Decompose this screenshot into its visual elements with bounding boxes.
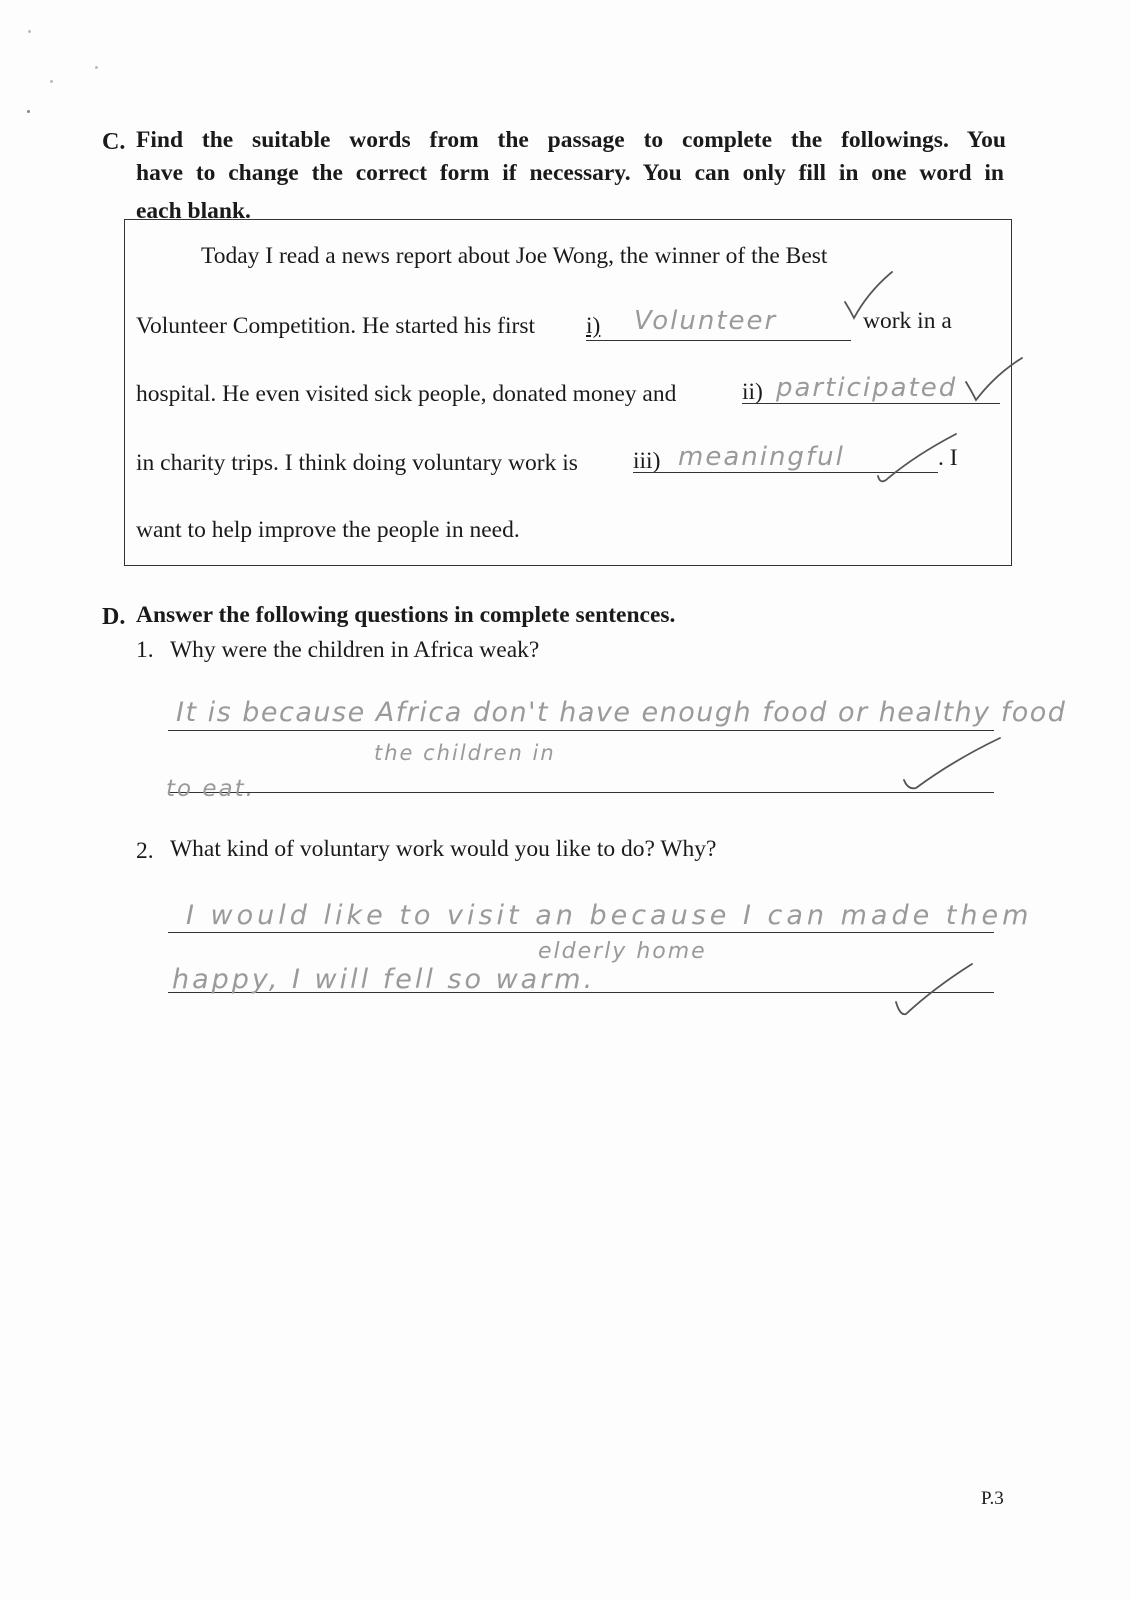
section-c-instruction-line-1: Find the suitable words from the passage to complete the followings. You <box>136 127 1006 153</box>
passage-line-2-start: Volunteer Competition. He started his first <box>136 313 536 339</box>
section-c-letter: C. <box>102 129 126 155</box>
blank-3-answer: meaningful <box>678 442 845 472</box>
answer-2-text-1: I would like to visit an because I can made them <box>186 900 1033 931</box>
passage-line-2-end: work in a <box>863 308 952 334</box>
check-mark-icon <box>870 428 960 488</box>
blank-2-label: ii) <box>742 379 763 405</box>
answer-1-insertion: the children in <box>374 741 556 765</box>
check-mark-icon <box>898 736 1008 796</box>
section-d-letter: D. <box>102 604 126 630</box>
blank-3-label: iii) <box>633 448 661 474</box>
question-2-number: 2. <box>136 838 154 864</box>
blank-1-label: i) <box>586 313 601 339</box>
answer-2-line-1 <box>168 932 994 933</box>
passage-line-4-end: . I <box>938 445 958 471</box>
answer-1-text-2: to eat. <box>166 776 255 802</box>
passage-line-5: want to help improve the people in need. <box>136 517 520 543</box>
passage-line-1: Today I read a news report about Joe Wong, the winner of the Best <box>201 243 828 269</box>
answer-2-text-2: happy, I will fell so warm. <box>172 964 596 995</box>
answer-1-text-1: It is because Africa don't have enough food or healthy food <box>176 697 1067 728</box>
blank-1-line <box>586 340 851 341</box>
blank-2-answer: participated <box>776 373 958 403</box>
check-mark-icon <box>840 268 900 328</box>
page-number: P.3 <box>981 1488 1004 1509</box>
check-mark-icon <box>960 356 1030 406</box>
section-c-instruction-line-2: have to change the correct form if necessary. You can only fill in one word in <box>136 160 1004 186</box>
passage-line-4-start: in charity trips. I think doing voluntary work is <box>136 450 578 476</box>
question-2-text: What kind of voluntary work would you like to do? Why? <box>170 836 717 862</box>
section-d-instruction: Answer the following questions in complete sentences. <box>136 602 676 628</box>
answer-2-insertion: elderly home <box>538 939 707 964</box>
answer-1-line-2 <box>168 792 994 793</box>
passage-line-3-start: hospital. He even visited sick people, donated money and <box>136 381 677 407</box>
section-c-instruction-line-3: each blank. <box>136 198 251 224</box>
answer-1-line-1 <box>168 730 994 731</box>
blank-1-answer: Volunteer <box>634 306 778 336</box>
check-mark-icon <box>890 962 980 1022</box>
question-1-text: Why were the children in Africa weak? <box>170 637 540 663</box>
question-1-number: 1. <box>136 637 154 663</box>
